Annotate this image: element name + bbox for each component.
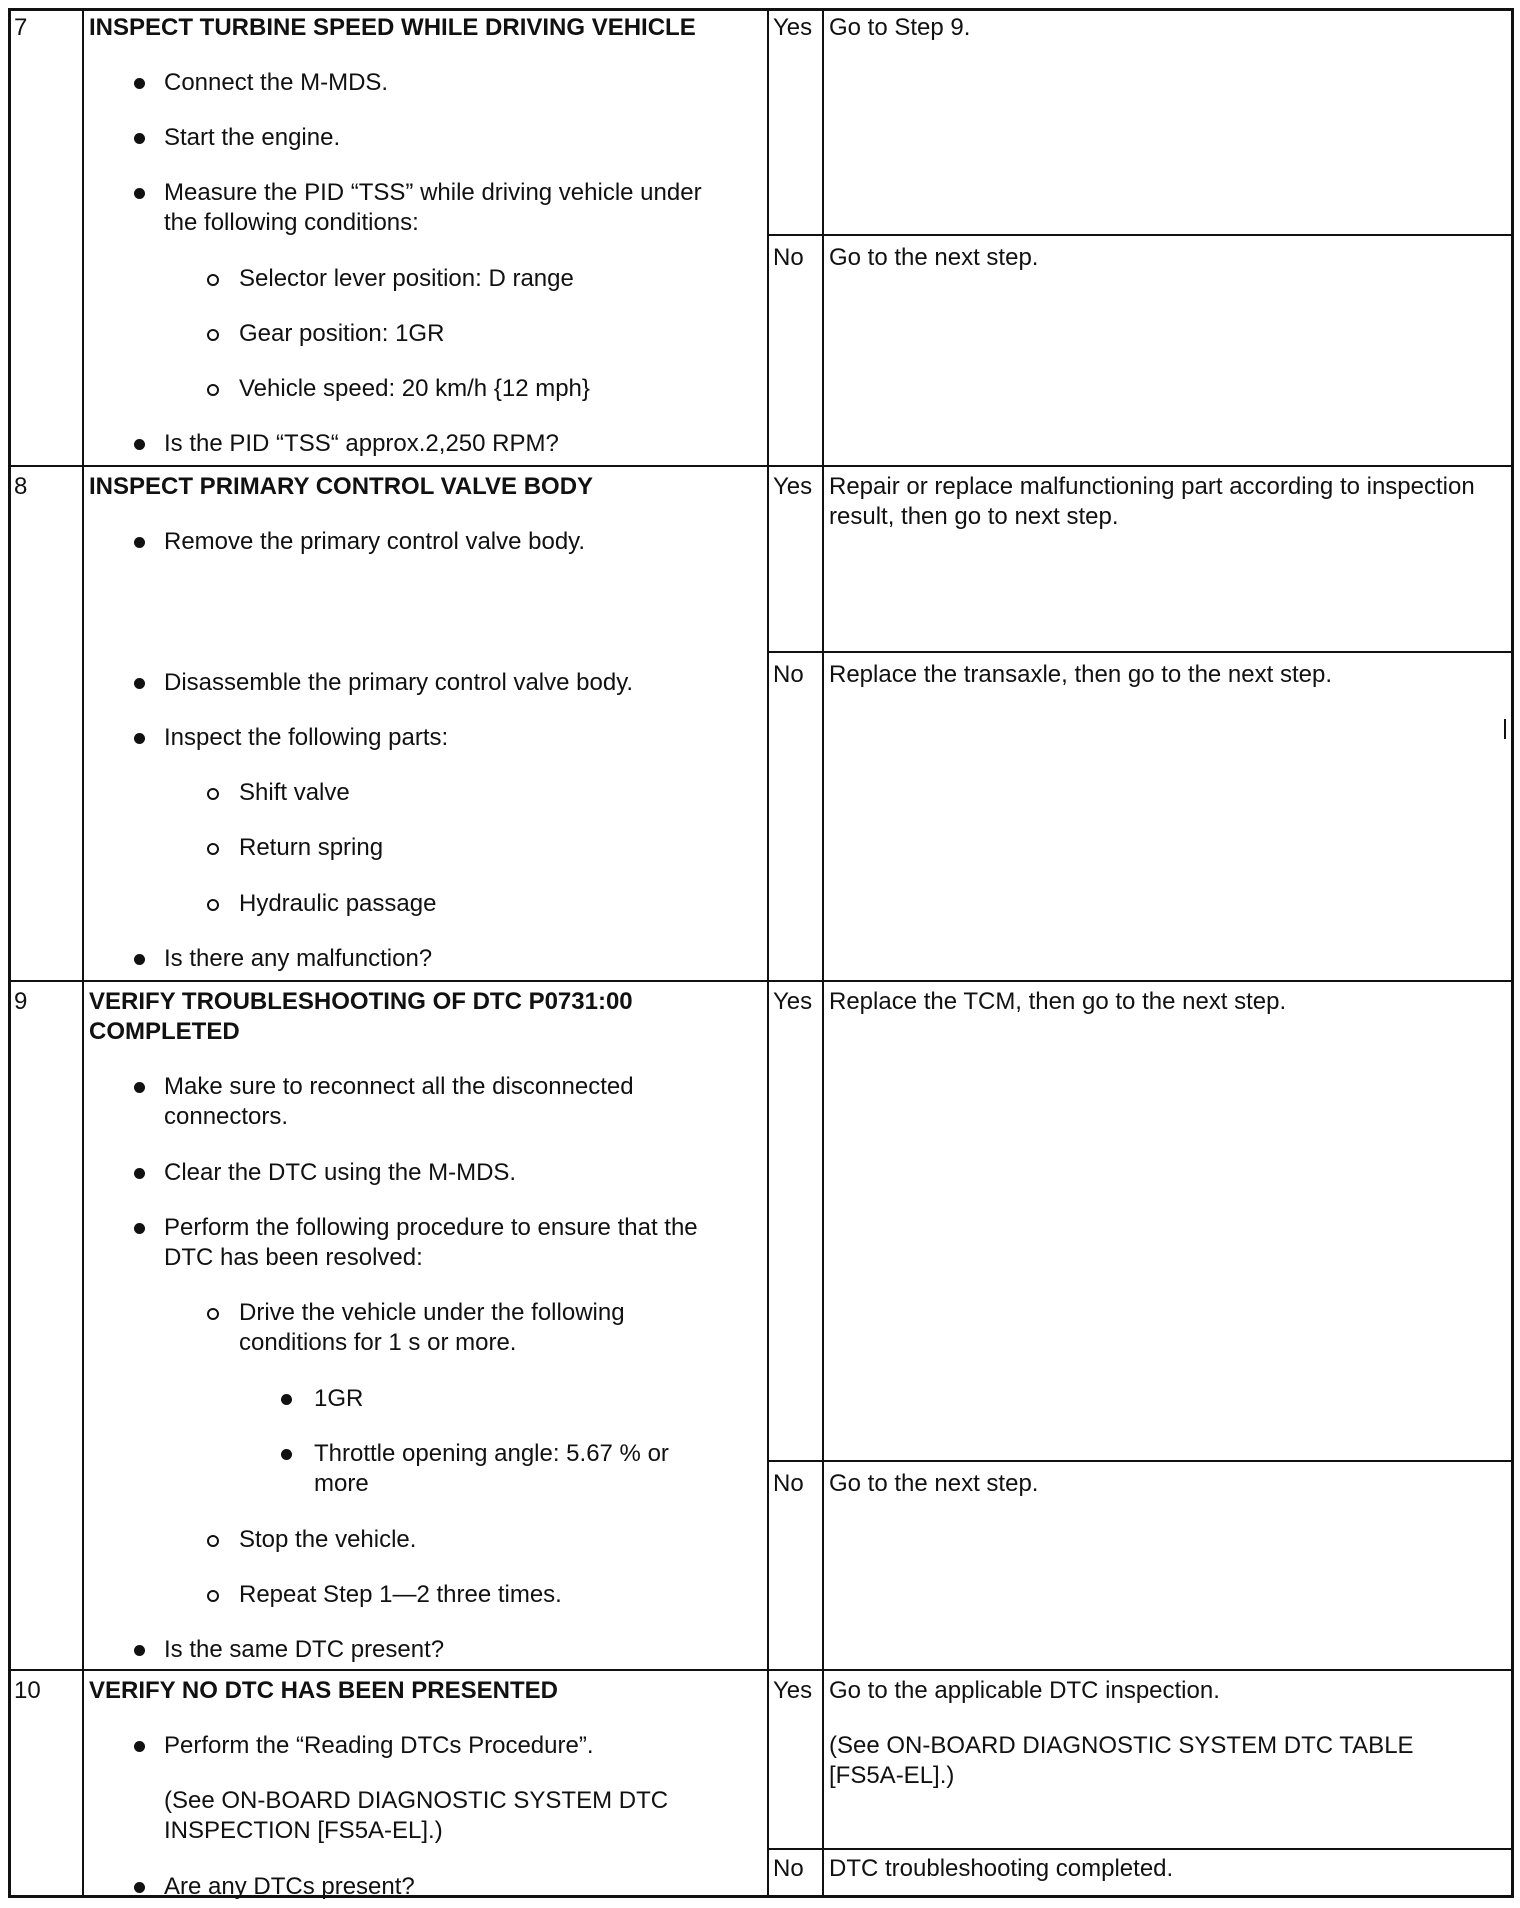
- bullet-icon: [134, 1645, 145, 1656]
- list-item: Return spring: [239, 834, 384, 861]
- bullet-icon: [134, 1223, 145, 1234]
- list-item: Is the PID “TSS“ approx.2,250 RPM?: [164, 430, 559, 457]
- sub-bullet-icon: [207, 329, 219, 341]
- yes-action: Go to the applicable DTC inspection.: [829, 1677, 1220, 1704]
- yes-no-divider: [767, 651, 1513, 653]
- bullet-icon: [134, 1882, 145, 1893]
- bullet-icon: [134, 1741, 145, 1752]
- list-item: Vehicle speed: 20 km/h {12 mph}: [239, 375, 590, 402]
- yes-label: Yes: [773, 14, 813, 41]
- sub-bullet-icon: [207, 1535, 219, 1547]
- list-item: Measure the PID “TSS” while driving vehicle under: [164, 179, 702, 206]
- yes-no-divider: [767, 1848, 1513, 1850]
- list-item: Start the engine.: [164, 124, 341, 151]
- sub-bullet-icon: [207, 1308, 219, 1320]
- no-action: DTC troubleshooting completed.: [829, 1855, 1174, 1882]
- yes-reference: [FS5A-EL].): [829, 1762, 955, 1789]
- bullet-icon: [134, 439, 145, 450]
- step-heading: COMPLETED: [89, 1018, 240, 1045]
- yes-no-divider: [767, 234, 1513, 236]
- sub-bullet-icon: [207, 274, 219, 286]
- yes-label: Yes: [773, 473, 813, 500]
- bullet-icon: [134, 733, 145, 744]
- no-action: Replace the transaxle, then go to the next step.: [829, 661, 1332, 688]
- row-divider: [9, 980, 1513, 982]
- step-heading: VERIFY NO DTC HAS BEEN PRESENTED: [89, 1677, 558, 1704]
- bullet-icon: [134, 678, 145, 689]
- step-number: 7: [14, 14, 28, 41]
- list-item: Disassemble the primary control valve body.: [164, 669, 634, 696]
- list-item: Clear the DTC using the M-MDS.: [164, 1159, 517, 1186]
- list-item: Are any DTCs present?: [164, 1873, 415, 1900]
- list-item: the following conditions:: [164, 209, 419, 236]
- step-heading: INSPECT PRIMARY CONTROL VALVE BODY: [89, 473, 594, 500]
- list-item: Perform the “Reading DTCs Procedure”.: [164, 1732, 594, 1759]
- row-divider: [9, 1669, 1513, 1671]
- bullet-icon: [134, 1082, 145, 1093]
- sub-bullet-icon: [207, 843, 219, 855]
- yes-action: result, then go to next step.: [829, 503, 1119, 530]
- list-item: conditions for 1 s or more.: [239, 1329, 517, 1356]
- bullet-icon: [134, 537, 145, 548]
- list-item: Throttle opening angle: 5.67 % or: [314, 1440, 669, 1467]
- bullet-icon: [134, 78, 145, 89]
- list-item: Repeat Step 1—2 three times.: [239, 1581, 562, 1608]
- list-item: connectors.: [164, 1103, 289, 1130]
- yes-action: Repair or replace malfunctioning part according to inspection: [829, 473, 1475, 500]
- bullet-icon: [134, 954, 145, 965]
- sub-bullet-icon: [207, 384, 219, 396]
- list-item: Inspect the following parts:: [164, 724, 449, 751]
- step-heading: INSPECT TURBINE SPEED WHILE DRIVING VEHICLE: [89, 14, 696, 41]
- list-item: Connect the M-MDS.: [164, 69, 389, 96]
- list-item: Selector lever position: D range: [239, 265, 574, 292]
- yes-label: Yes: [773, 1677, 813, 1704]
- no-label: No: [773, 1855, 804, 1882]
- list-item: more: [314, 1470, 369, 1497]
- sub-bullet-icon: [207, 1590, 219, 1602]
- list-item: Gear position: 1GR: [239, 320, 445, 347]
- reference-note: INSPECTION [FS5A-EL].): [164, 1817, 443, 1844]
- no-label: No: [773, 1470, 804, 1497]
- bullet-icon: [281, 1449, 292, 1460]
- column-divider: [82, 9, 84, 1897]
- list-item: Remove the primary control valve body.: [164, 528, 586, 555]
- bullet-icon: [134, 133, 145, 144]
- no-label: No: [773, 244, 804, 271]
- step-heading: VERIFY TROUBLESHOOTING OF DTC P0731:00: [89, 988, 633, 1015]
- bullet-icon: [281, 1394, 292, 1405]
- no-action: Go to the next step.: [829, 244, 1039, 271]
- list-item: Shift valve: [239, 779, 350, 806]
- bullet-icon: [134, 1168, 145, 1179]
- list-item: Stop the vehicle.: [239, 1526, 417, 1553]
- yes-label: Yes: [773, 988, 813, 1015]
- reference-note: (See ON-BOARD DIAGNOSTIC SYSTEM DTC: [164, 1787, 669, 1814]
- list-item: Hydraulic passage: [239, 890, 437, 917]
- column-divider: [822, 9, 824, 1897]
- bullet-icon: [134, 188, 145, 199]
- list-item: Drive the vehicle under the following: [239, 1299, 625, 1326]
- no-action: Go to the next step.: [829, 1470, 1039, 1497]
- yes-action: Go to Step 9.: [829, 14, 971, 41]
- yes-no-divider: [767, 1460, 1513, 1462]
- list-item: Is there any malfunction?: [164, 945, 433, 972]
- step-number: 9: [14, 988, 28, 1015]
- list-item: Perform the following procedure to ensure that the: [164, 1214, 698, 1241]
- step-number: 10: [14, 1677, 41, 1704]
- list-item: 1GR: [314, 1385, 364, 1412]
- yes-action: Replace the TCM, then go to the next step.: [829, 988, 1287, 1015]
- list-item: Make sure to reconnect all the disconnected: [164, 1073, 634, 1100]
- step-number: 8: [14, 473, 28, 500]
- list-item: DTC has been resolved:: [164, 1244, 423, 1271]
- yes-reference: (See ON-BOARD DIAGNOSTIC SYSTEM DTC TABLE: [829, 1732, 1414, 1759]
- sub-bullet-icon: [207, 788, 219, 800]
- text-cursor: [1504, 719, 1506, 739]
- row-divider: [9, 465, 1513, 467]
- no-label: No: [773, 661, 804, 688]
- column-divider: [767, 9, 769, 1897]
- list-item: Is the same DTC present?: [164, 1636, 445, 1663]
- sub-bullet-icon: [207, 899, 219, 911]
